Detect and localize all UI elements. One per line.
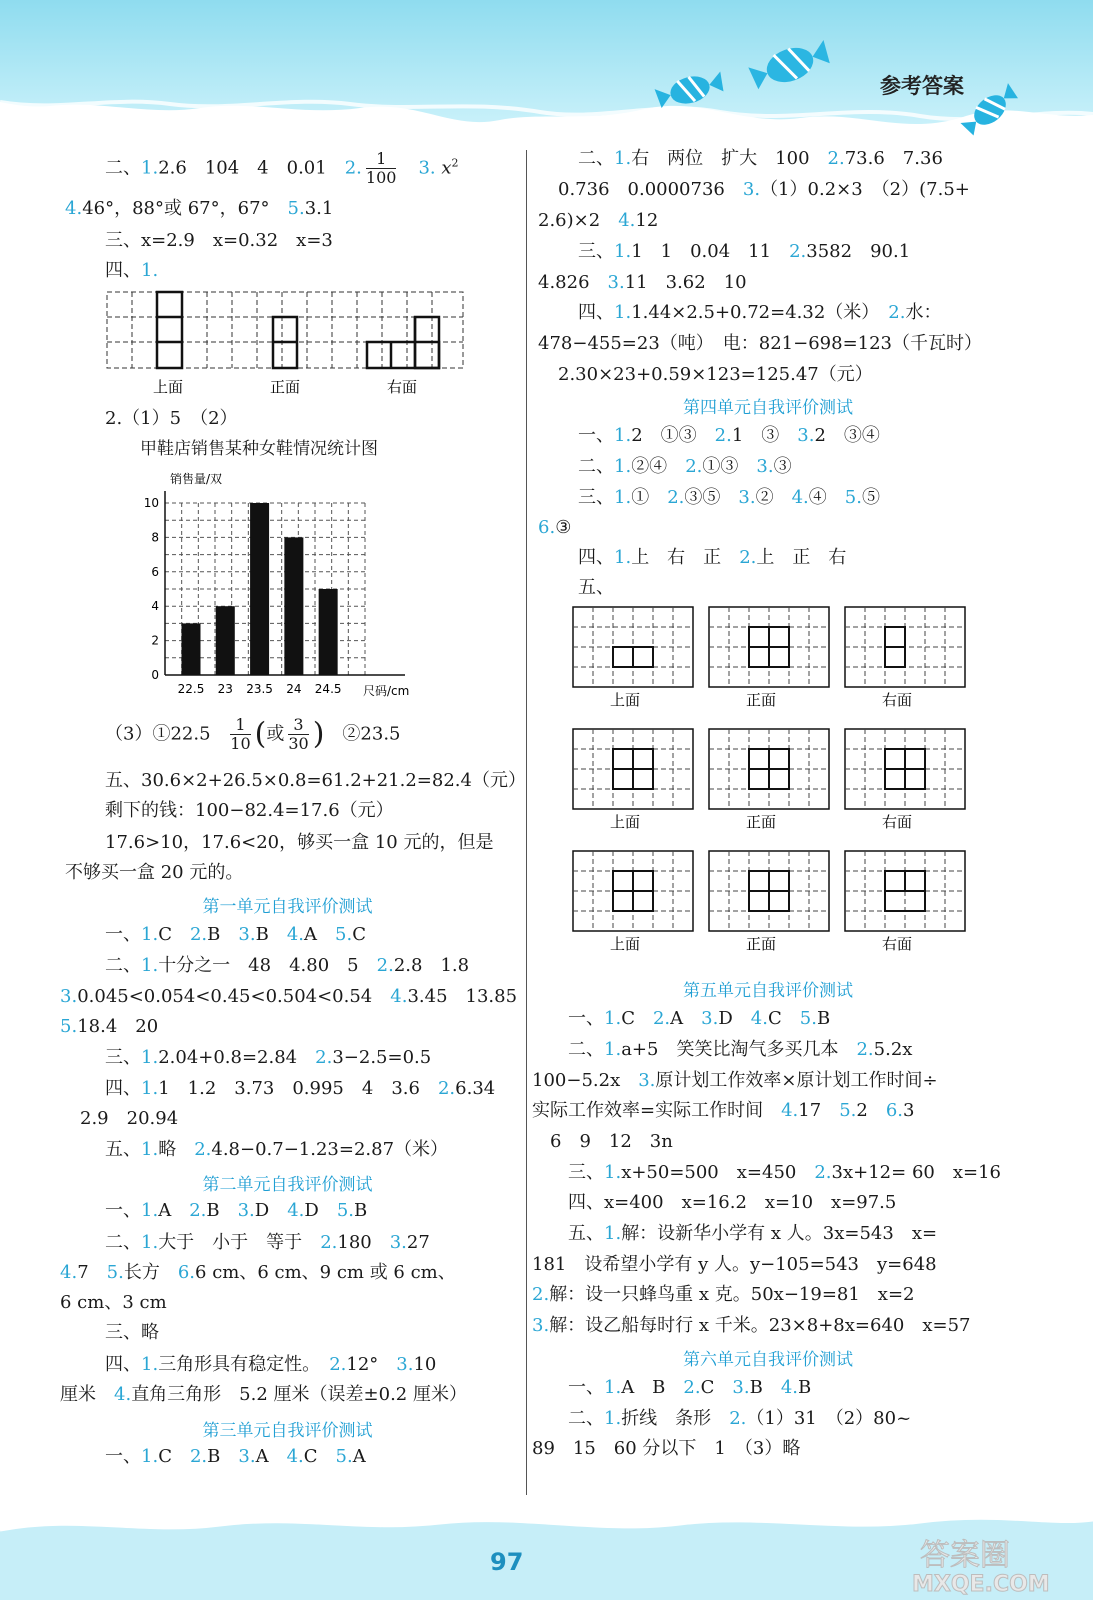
view-cell — [845, 851, 965, 931]
view-label: 正面 — [746, 691, 777, 709]
y-tick-label: 0 — [151, 668, 159, 682]
column-divider — [526, 150, 527, 1495]
answer-line: 三、1.1 1 0.04 11 2.3582 90.1 — [578, 241, 911, 262]
answer-line: 二、1.②④ 2.①③ 3.③ — [578, 456, 792, 477]
answer-line: 二、1.折线 条形 2.（1）31 （2）80~ — [568, 1408, 912, 1429]
view-label: 右面 — [387, 378, 418, 396]
answer-line: 3.解：设乙船每时行 x 千米。23×8+8x=640 x=57 — [532, 1315, 971, 1336]
y-axis-label: 销售量/双 — [170, 472, 223, 486]
section-title: 第四单元自我评价测试 — [683, 398, 853, 418]
answer-line: 五、30.6×2+26.5×0.8=61.2+21.2=82.4（元） — [105, 770, 526, 791]
answer-line: 89 15 60 分以下 1 （3）略 — [532, 1438, 801, 1459]
answer-line: 五、 — [578, 577, 614, 598]
section-title: 第三单元自我评价测试 — [202, 1421, 373, 1441]
view-label: 右面 — [882, 813, 913, 831]
item-number: 1. — [141, 157, 159, 179]
view-cell — [573, 729, 693, 809]
answer-line: 2.30×23+0.59×123=125.47（元） — [558, 364, 873, 385]
view-label: 右面 — [882, 691, 913, 709]
answer-line: 0.736 0.0000736 3.（1）0.2×3 （2）(7.5+ — [558, 179, 970, 200]
answer-line: （3）①22.5 $\frac{1}{10}$ (或 $\frac{3}{30}$ ) ②23.5 — [105, 715, 401, 753]
answer-line: 一、1.C 2.B 3.A 4.C 5.A — [105, 1446, 366, 1467]
three-views-grid — [568, 605, 978, 965]
answer-line: 4.7 5.长方 6.6 cm、6 cm、9 cm 或 6 cm、 — [60, 1262, 456, 1283]
item-number: 2. — [344, 157, 362, 179]
answer-line: 四、1.1.44×2.5+0.72=4.32（米） 2.水： — [578, 302, 942, 323]
answer-line: 二、1.右 两位 扩大 100 2.73.6 7.36 — [578, 148, 943, 169]
answer-line: 五、1.略 2.4.8−0.7−1.23=2.87（米） — [105, 1139, 449, 1160]
view-label: 正面 — [270, 378, 301, 396]
view-label: 上面 — [153, 378, 184, 396]
three-views-figure — [105, 290, 465, 400]
answer-line: 四、1.上 右 正 2.上 正 右 — [578, 547, 847, 568]
answer-line: 2.6)×2 4.12 — [538, 210, 659, 231]
answer-line: 剩下的钱：100−82.4=17.6（元） — [105, 800, 394, 821]
answer-line: 四、1.三角形具有稳定性。 2.12° 3.10 — [105, 1354, 437, 1375]
answer-line: 4.826 3.11 3.62 10 — [538, 272, 747, 293]
view-label: 上面 — [610, 935, 641, 953]
bar-chart — [135, 465, 425, 705]
answer-line: 2.9 20.94 — [80, 1108, 179, 1129]
answer-line: 三、1.x+50=500 x=450 2.3x+12= 60 x=16 — [568, 1162, 1001, 1183]
answer-line: 四、x=400 x=16.2 x=10 x=97.5 — [568, 1192, 897, 1213]
view-label: 右面 — [882, 935, 913, 953]
answer-line: 2.（1）5 （2） — [105, 408, 238, 429]
answer-line: 181 设希望小学有 y 人。y−105=543 y=648 — [532, 1254, 937, 1275]
fraction: $\frac{1}{100}$ — [365, 149, 397, 187]
answer-line: 3.0.045<0.054<0.45<0.504<0.54 4.3.45 13.85 — [60, 986, 518, 1007]
answer-line: 三、1.① 2.③⑤ 3.② 4.④ 5.⑤ — [578, 487, 880, 508]
chart-title: 甲鞋店销售某种女鞋情况统计图 — [140, 439, 378, 459]
answer-line: 四、1.1 1.2 3.73 0.995 4 3.6 2.6.34 — [105, 1078, 496, 1099]
answer-line: 一、1.A B 2.C 3.B 4.B — [568, 1377, 812, 1398]
answer-line: 4.46°，88°或 67°，67° 5.3.1 — [65, 198, 334, 219]
view-cell — [845, 729, 965, 809]
answer-line: 100−5.2x 3.原计划工作效率×原计划工作时间÷ — [532, 1070, 938, 1091]
answer-text: 2.6 104 4 0.01 — [158, 157, 345, 179]
y-tick-label: 10 — [143, 496, 159, 510]
y-tick-label: 8 — [151, 530, 159, 545]
view-label: 上面 — [610, 813, 641, 831]
bar — [216, 606, 235, 675]
bar — [250, 503, 269, 675]
answer-line: 6.③ — [538, 517, 572, 538]
view-label: 上面 — [610, 691, 641, 709]
answer-line: 五、1.解：设新华小学有 x 人。3x=543 x= — [568, 1223, 938, 1244]
bar — [319, 589, 338, 675]
x-tick-label: 24 — [286, 682, 302, 696]
y-tick-label: 6 — [151, 564, 159, 579]
answer-line: 478−455=23（吨） 电：821−698=123（千瓦时） — [538, 333, 983, 354]
header-title: 参考答案 — [880, 74, 964, 98]
section-title: 第一单元自我评价测试 — [202, 897, 373, 917]
bar — [182, 623, 201, 675]
view-cell — [845, 607, 965, 687]
x-tick-label: 24.5 — [314, 682, 342, 696]
answer-line: 实际工作效率=实际工作时间 4.17 5.2 6.3 — [532, 1100, 915, 1121]
item-number: 3. — [418, 157, 436, 179]
view-cell — [709, 607, 829, 687]
answer-line: 三、1.2.04+0.8=2.84 2.3−2.5=0.5 — [105, 1047, 432, 1068]
section-title: 第五单元自我评价测试 — [683, 981, 853, 1001]
answer-line: 17.6>10，17.6<20，够买一盒 10 元的，但是 — [105, 832, 494, 853]
answer-line: 二、1.a+5 笑笑比淘气多买几本 2.5.2x — [568, 1039, 913, 1060]
answer-line — [105, 150, 459, 187]
answer-line: 一、1.C 2.B 3.B 4.A 5.C — [105, 924, 366, 945]
watermark-logo — [910, 1535, 1080, 1595]
answer-line: 三、x=2.9 x=0.32 x=3 — [105, 230, 333, 251]
svg-text:MXQE.COM: MXQE.COM — [912, 1572, 1050, 1595]
view-label: 正面 — [746, 813, 777, 831]
answer-line: 5.18.4 20 — [60, 1016, 159, 1037]
answer-line: 二、1.大于 小于 等于 2.180 3.27 — [105, 1232, 430, 1253]
view-label: 正面 — [746, 935, 777, 953]
x-tick-label: 22.5 — [177, 682, 205, 696]
y-tick-label: 2 — [151, 633, 159, 648]
answer-line: 厘米 4.直角三角形 5.2 厘米（误差±0.2 厘米） — [60, 1384, 467, 1405]
answer-line: 一、1.C 2.A 3.D 4.C 5.B — [568, 1008, 831, 1029]
view-cell — [709, 729, 829, 809]
y-tick-label: 4 — [151, 599, 159, 614]
answer-line: 2.解：设一只蜂鸟重 x 克。50x−19=81 x=2 — [532, 1284, 915, 1305]
view-cell — [709, 851, 829, 931]
variable: x — [441, 157, 452, 179]
page-number: 97 — [490, 1548, 524, 1576]
answer-line: 一、1.2 ①③ 2.1 ③ 3.2 ③④ — [578, 425, 880, 446]
fraction: $\frac{3}{30}$ — [288, 715, 309, 753]
section-title: 第二单元自我评价测试 — [202, 1175, 373, 1195]
x-axis-label: 尺码/cm — [363, 684, 410, 698]
label: 二、 — [105, 157, 141, 179]
x-tick-label: 23.5 — [246, 682, 273, 696]
x-tick-label: 23 — [217, 682, 233, 696]
answer-line: 不够买一盒 20 元的。 — [65, 862, 244, 883]
view-cell — [573, 607, 693, 687]
answer-line: 三、略 — [105, 1322, 159, 1343]
fraction: $\frac{1}{10}$ — [230, 715, 251, 753]
answer-line: 二、1.十分之一 48 4.80 5 2.2.8 1.8 — [105, 955, 470, 976]
view-cell — [573, 851, 693, 931]
exponent: 2 — [451, 156, 459, 170]
answer-line: 一、1.A 2.B 3.D 4.D 5.B — [105, 1200, 368, 1221]
answer-line: 6 9 12 3n — [550, 1131, 673, 1152]
section-title: 第六单元自我评价测试 — [683, 1350, 853, 1370]
answer-line: 6 cm、3 cm — [60, 1292, 167, 1313]
svg-text:答案圈: 答案圈 — [920, 1538, 1010, 1573]
bar — [284, 537, 303, 675]
answer-line: 四、1. — [105, 260, 159, 281]
